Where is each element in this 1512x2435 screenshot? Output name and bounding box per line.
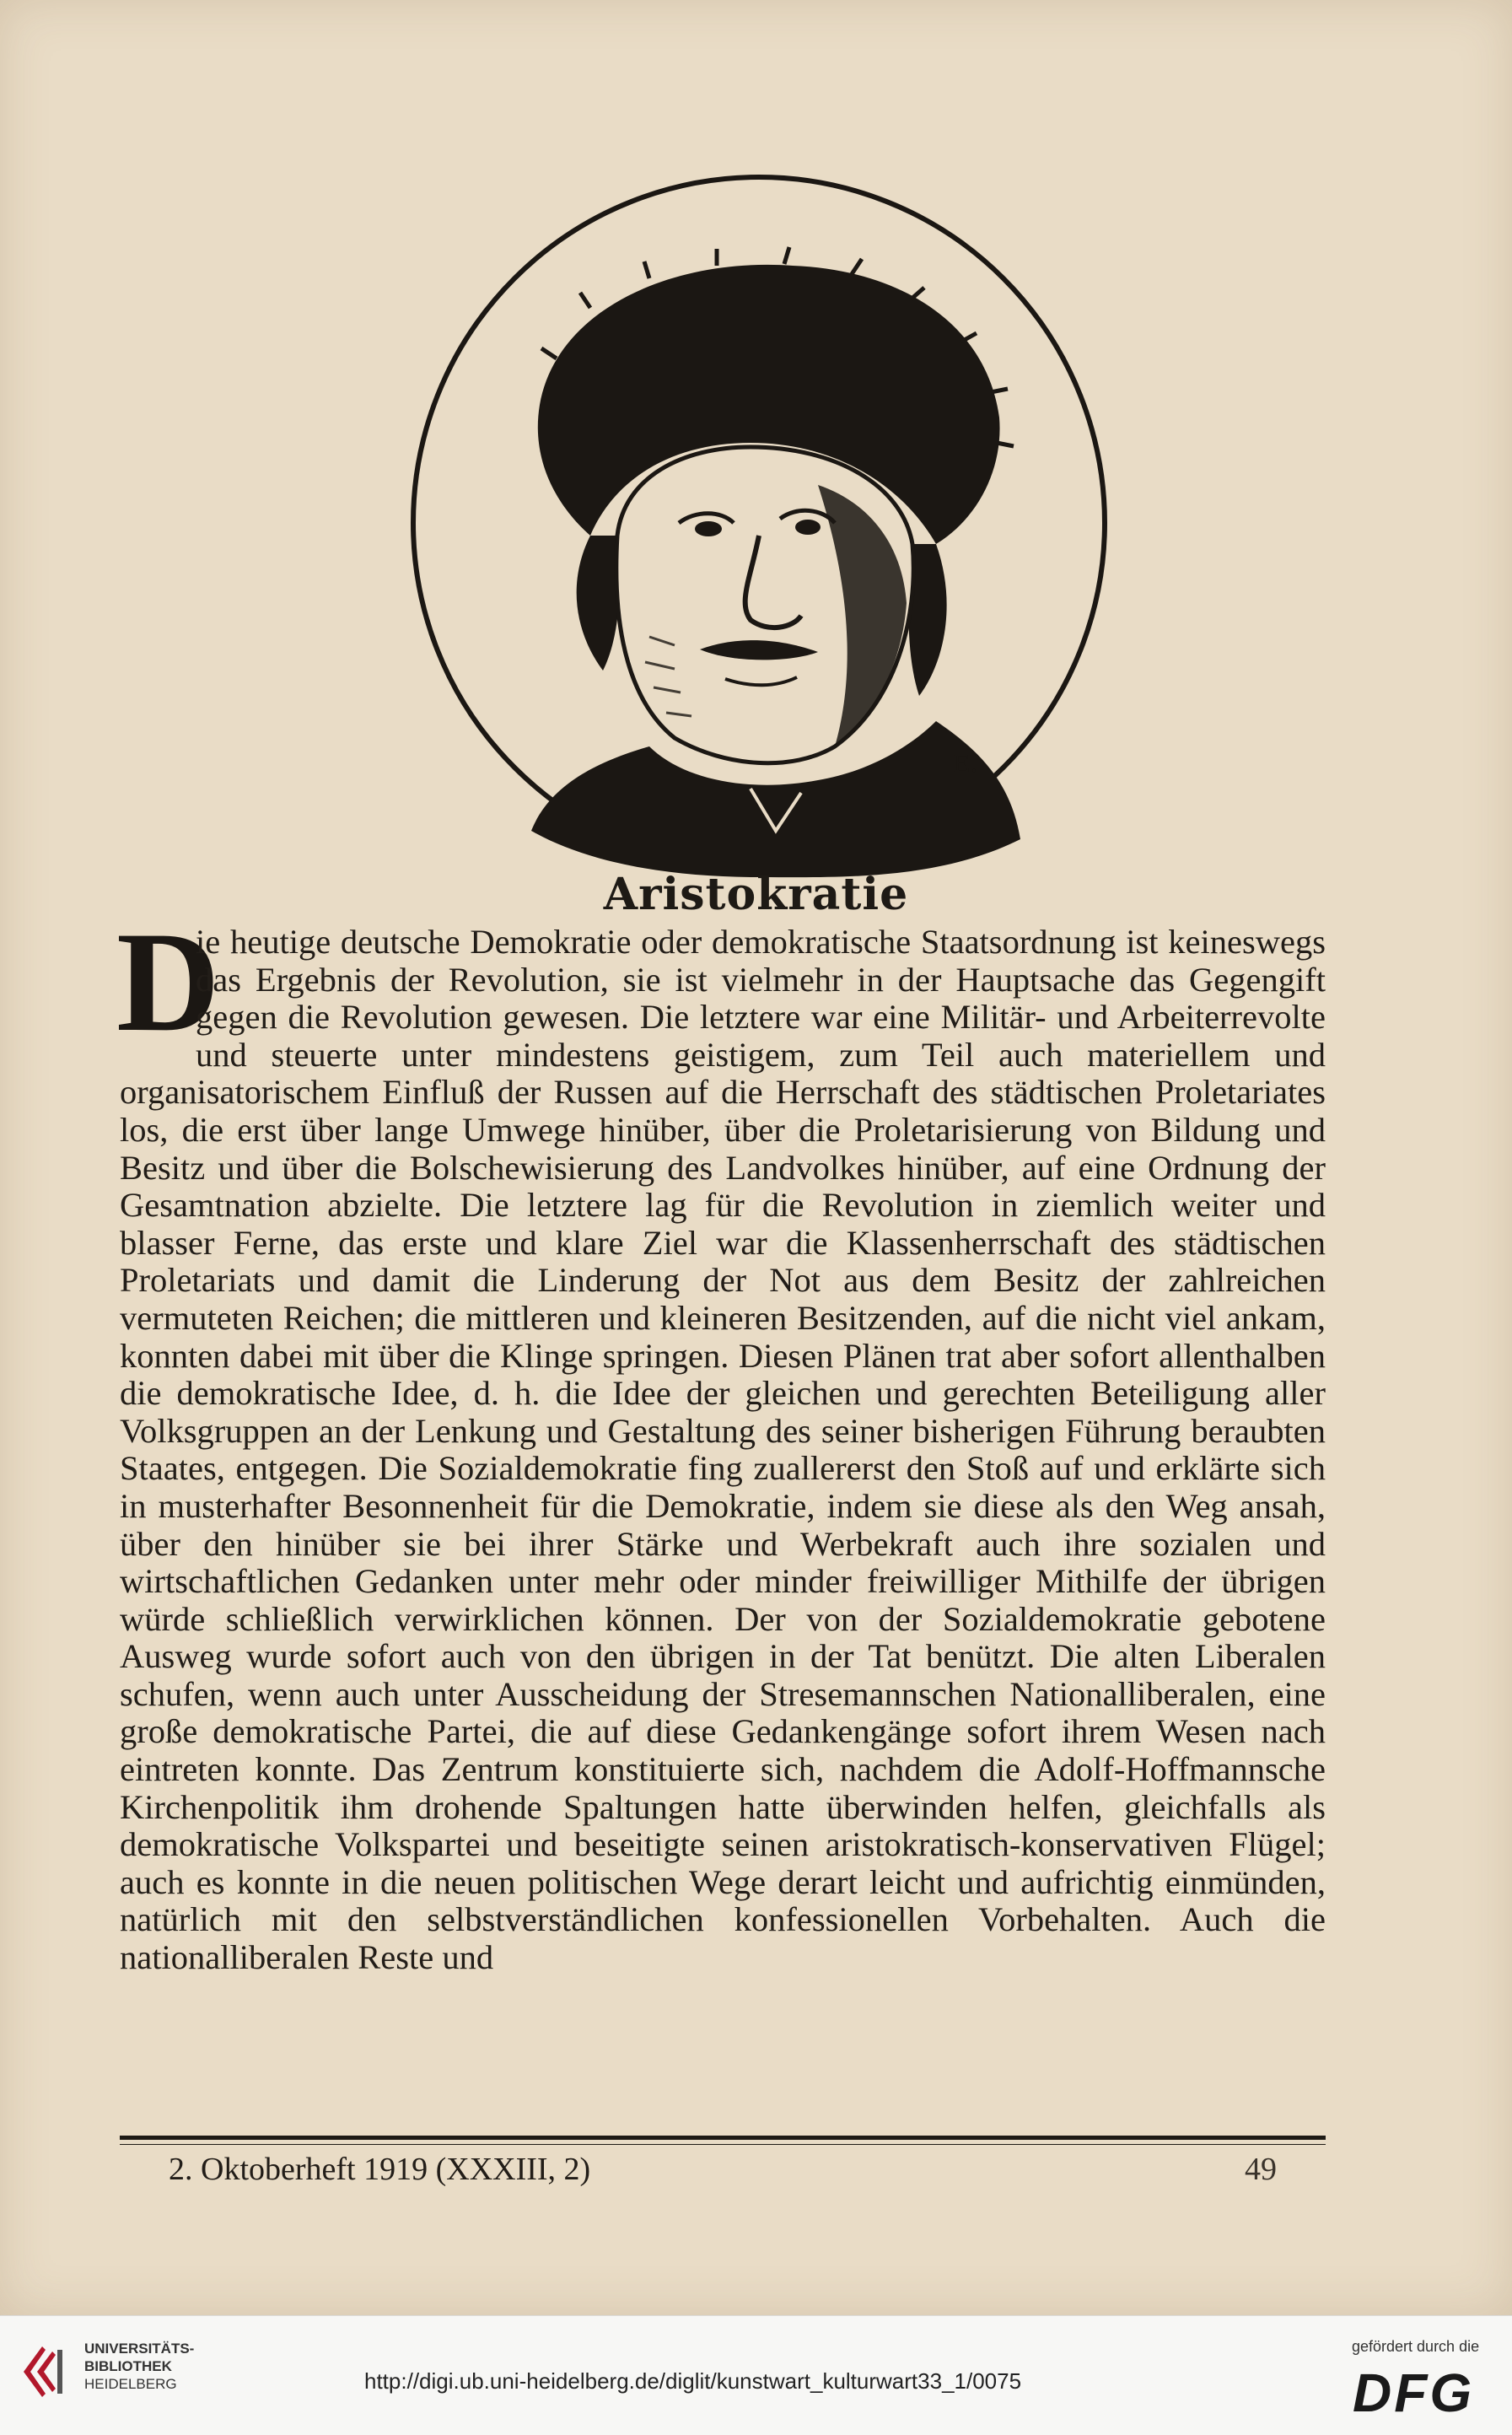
library-name[interactable] <box>84 2340 194 2393</box>
ub-heidelberg-logo-icon[interactable] <box>17 2338 71 2409</box>
library-name-line3: HEIDELBERG <box>84 2376 177 2392</box>
permalink-url[interactable]: http://digi.ub.uni-heidelberg.de/diglit/kunstwart_kulturwart33_1/0075 <box>364 2368 1022 2394</box>
issue-label: 2. Oktoberheft 1919 (XXXIII, 2) <box>169 2152 591 2187</box>
funded-by-label: gefördert durch die <box>1352 2338 1480 2355</box>
article-title: Aristokratie <box>603 869 909 920</box>
library-name-line2: BIBLIOTHEK <box>84 2358 172 2374</box>
article-body-text: ie heutige deutsche Demokratie oder demokratische Staatsordnung ist keineswegs das Ergebnis der Revolution, sie ist vielmehr in der Hauptsache das Gegengift gegen die Revolution gewesen. Die letztere war eine Militär- und Arbeiterrevolte und steuerte unter mindestens geistigem, zum Teil auch materiellem und organisatorischem Einfluß der Russen auf die Herrschaft des städtischen Proletariates los, die erst über lange Umwege hinüber, über die Proletarisierung von Bildung und Besitz und über die Bolschewisierung des Landvolkes hinüber, auf eine Ordnung der Gesamtnation abzielte. Die letztere lag für die Revolution in ziemlich weiter und blasser Ferne, das erste und klare Ziel war die Klassenherrschaft des städtischen Proletariats und damit die Linderung der Not aus dem Besitz der zahlreichen vermuteten Reichen; die mittleren und kleineren Besitzenden, auf die nicht viel ankam, konnten dabei mit über die Klinge springen. Diesen Plänen trat aber sofort allenthalben die demokratische Idee, d. h. die Idee der gleichen und gerechten Beteiligung aller Volksgruppen an der Lenkung und Gestaltung des seiner bisherigen Führung beraubten Staates, entgegen. Die Sozialdemokratie fing zuallererst den Stoß auf und erklärte sich in musterhafter Besonnenheit für die Demokratie, indem sie diese als den Weg ansah, über den hinüber sie bei ihrer Stärke und Werbekraft auch ihre sozialen und wirtschaftlichen Gedanken unter mehr oder minder freiwilliger Mithilfe der übrigen würde schließlich verwirklichen können. Der von der Sozialdemokratie gebotene Ausweg wurde sofort auch von den übrigen in der Tat benützt. Die alten Liberalen schufen, wenn auch unter Ausscheidung der Stresemannschen Nationalliberalen, eine große demokratische Partei, die auf diese Gedankengänge sofort ihrem Wesen nach eintreten konnte. Das Zentrum konstituierte sich, nachdem die Adolf-Hoffmannsche Kirchenpolitik ihm drohende Spaltungen hatte überwinden helfen, gleichfalls als demokratische Volkspartei und beseitigte seinen aristokratisch-konservativen Flügel; auch es konnte in die neuen politischen Wege derart leicht und aufrichtig einmünden, natürlich mit den selbstverständlichen konfessionellen Vorbehalten. Auch die nationalliberalen Reste und <box>120 923 1326 1977</box>
footer-rule-thin <box>120 2144 1326 2145</box>
page-number: 49 <box>1245 2152 1277 2187</box>
drop-cap-letter: D <box>116 902 220 1061</box>
footer-rule <box>120 2136 1326 2140</box>
dfg-logo[interactable]: DFG <box>1353 2362 1475 2423</box>
portrait-medallion-icon <box>396 164 1122 881</box>
library-name-line1: UNIVERSITÄTS- <box>84 2341 195 2357</box>
article-body <box>116 902 1326 1977</box>
artist-signature: E. <box>953 750 978 778</box>
